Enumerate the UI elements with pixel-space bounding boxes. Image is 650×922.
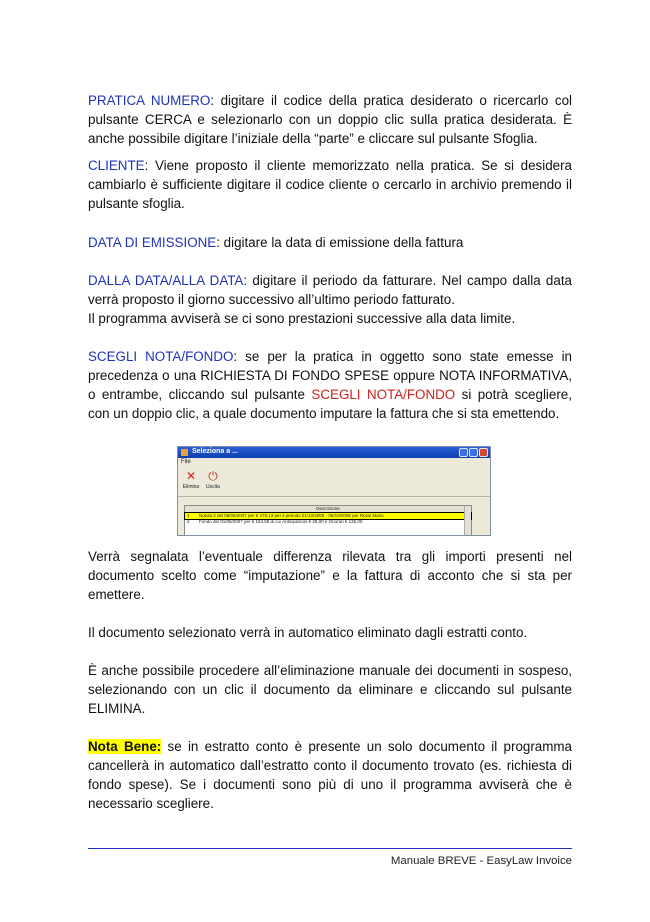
app-icon (181, 449, 188, 456)
paragraph-eliminato: Il documento selezionato verrà in automatico eliminato dagli estratti conto. (88, 625, 528, 640)
text-scegli-b: si potrà scegliere, con un doppio clic, a quale documento imputare la fattura che si sta emettendo. (88, 386, 572, 421)
paragraph-nota-bene (88, 738, 572, 814)
label-scegli-nota-fondo: SCEGLI NOTA/FONDO (88, 349, 234, 364)
menu-file: File (181, 459, 191, 465)
grid-row (185, 519, 471, 525)
embedded-screenshot (177, 446, 491, 536)
maximize-icon (469, 448, 478, 457)
text-periodo-avviso: Il programma avviserà se ci sono prestazioni successive alla data limite. (88, 310, 516, 326)
exit-icon: ⏻ (208, 469, 218, 483)
text-scegli-a: : se per la pratica in oggetto sono state emesse in precedenza o una RICHIESTA DI FONDO SPESE oppure NOTA INFORMATIVA, o entrambe, cliccando sul pulsante (88, 349, 572, 402)
window-title: Seleziona a ... (192, 448, 238, 455)
row-text: Fondo del 01/08/2007 per € 164,59 di cui Anticipazioni € 28,00 e Onorari € 136,00 (199, 519, 363, 524)
paragraph-cliente (88, 157, 572, 214)
minimize-icon (459, 448, 468, 457)
footer-text: Manuale BREVE - EasyLaw Invoice (390, 855, 572, 867)
text-nota-bene: se in estratto conto è presente un solo documento il programma cancellerà in automatico dall’estratto conto il documento trovato (es. richiesta di fondo spese). Se i documenti sono più di uno il programma avviserà che è necessario scegliere. (88, 739, 572, 811)
label-cliente: CLIENTE (88, 158, 145, 173)
row-text: Notula 2 del 05/06/2007 per € 479,13 per il periodo 01/10/2006 - 05/10/2006 per Rossi Mario (199, 513, 384, 518)
toolbar (178, 466, 490, 497)
uscita-button (202, 468, 224, 490)
grid-header-descrizione: Descrizione (185, 506, 471, 513)
text-pratica-numero: : digitare il codice della pratica desiderato o ricercarlo col pulsante CERCA e selezionarlo con un doppio clic sulla pratica desiderata. È anche possibile digitare l’iniziale della “parte” e cliccare sul pulsante Sfoglia. (88, 93, 572, 146)
button-reference-scegli: SCEGLI NOTA/FONDO (311, 386, 456, 402)
paragraph-pratica-numero (88, 92, 572, 149)
label-data-emissione: DATA DI EMISSIONE (88, 235, 217, 250)
window-titlebar (178, 447, 490, 458)
paragraph-differenza: Verrà segnalata l’eventuale differenza rilevata tra gli importi presenti nel documento scelto come “imputazione” e la fattura di acconto che si sta per emettere. (88, 549, 572, 602)
text-periodo: : digitare il periodo da fatturare. Nel campo dalla data verrà proposto il giorno successivo all’ultimo periodo fatturato. (88, 273, 572, 307)
paragraph-eliminazione-manuale: È anche possibile procedere all’eliminazione manuale dei documenti in sospeso, selezionando con un clic il documento da eliminare e cliccando sul pulsante ELIMINA. (88, 663, 572, 716)
row-number: 1 (187, 513, 190, 518)
uscita-label: Uscita (206, 484, 220, 490)
grid-scrollbar (464, 506, 471, 536)
elimina-label: Elimina (182, 484, 200, 490)
paragraph-data-emissione (88, 234, 572, 253)
label-pratica-numero: PRATICA NUMERO (88, 93, 211, 108)
paragraph-scegli-nota-fondo (88, 348, 572, 424)
row-number: 2 (187, 519, 190, 524)
delete-x-icon: ✕ (185, 469, 197, 483)
text-data-emissione: : digitare la data di emissione della fattura (216, 235, 464, 250)
close-icon (479, 448, 488, 457)
elimina-button (180, 468, 202, 490)
text-cliente: : Viene proposto il cliente memorizzato nella pratica. Se si desidera cambiarlo è sufficiente digitare il codice cliente o cercarlo in archivio premendo il pulsante sfoglia. (88, 158, 572, 211)
documents-grid (184, 505, 472, 536)
footer-divider (88, 848, 572, 849)
label-periodo: DALLA DATA/ALLA DATA (88, 273, 244, 288)
label-nota-bene: Nota Bene: (88, 739, 162, 754)
paragraph-periodo (88, 272, 572, 329)
